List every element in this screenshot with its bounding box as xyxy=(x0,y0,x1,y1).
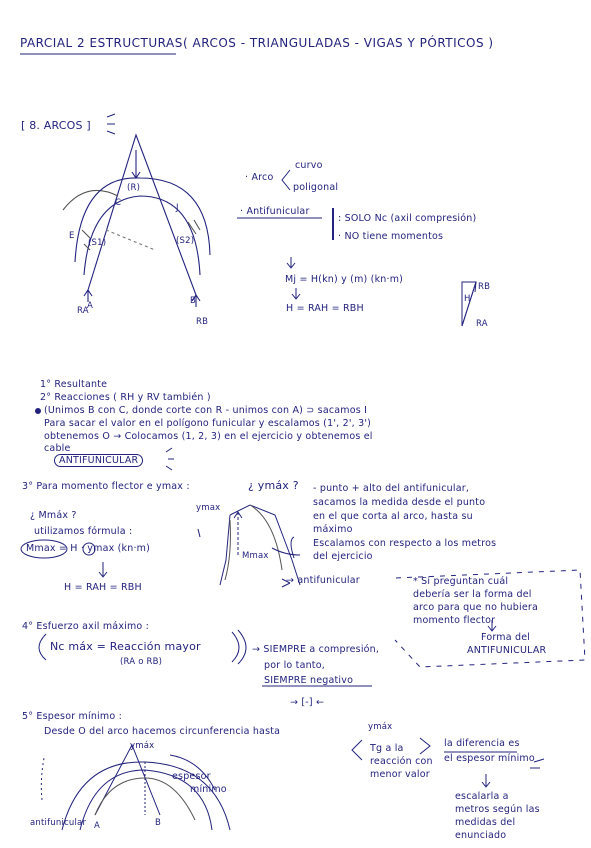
escalarla-line-1: escalarla a xyxy=(455,791,509,802)
momento-expl-3: en el que corta al arco, hasta su xyxy=(313,511,473,522)
note-line-5: Forma del xyxy=(481,632,531,643)
escalarla-line-4: enunciado xyxy=(455,830,507,841)
tri-label-rb: RB xyxy=(478,282,491,292)
diag-espesor: espesor xyxy=(172,771,211,782)
antifunicular-dashes xyxy=(166,448,174,470)
mmax-question: ¿ Mmáx ? xyxy=(30,510,77,521)
ymax-marker xyxy=(198,529,200,537)
note-line-3: arco para que no hubiera xyxy=(413,602,539,613)
espesor-ymax-top: ymáx xyxy=(368,722,393,732)
antifunicular-prop-2: · NO tiene momentos xyxy=(338,231,444,242)
label-ra: RA xyxy=(77,306,89,316)
espesor-desc: Desde O del arco hacemos circunferencia hasta xyxy=(44,726,281,737)
arco-label: · Arco xyxy=(245,172,274,183)
arch-diagram xyxy=(63,135,210,307)
page-subtitle: ( ARCOS - TRIANGULADAS - VIGAS Y PÓRTICOS ) xyxy=(183,36,494,50)
h-equation: H = RAH = RBH xyxy=(64,582,142,593)
momento-expl-6: del ejercicio xyxy=(313,551,373,562)
arco-type-curvo: curvo xyxy=(295,160,323,171)
momento-expl-1: - punto + alto del antifunicular, xyxy=(313,483,470,494)
formula-moment: Mj = H(kn) y (m) (kn·m) xyxy=(285,274,404,285)
momento-expl-5: Escalamos con respecto a los metros xyxy=(313,538,497,549)
diag-a: A xyxy=(94,821,101,831)
esfuerzo-title: 4° Esfuerzo axil máximo : xyxy=(22,621,150,632)
section-heading-arcos: [ 8. ARCOS ] xyxy=(21,119,91,132)
diferencia-line-2: el espesor mínimo xyxy=(444,753,535,764)
escalarla-line-3: medidas del xyxy=(455,817,516,828)
note-line-4: momento flector xyxy=(413,615,496,626)
down-arrow-3 xyxy=(99,562,107,577)
page-title: PARCIAL 2 ESTRUCTURAS xyxy=(20,36,183,50)
label-e: E xyxy=(69,231,75,241)
formula-h: H = RAH = RBH xyxy=(286,303,364,314)
diag-ymax: ymáx xyxy=(130,741,155,751)
espesor-title: 5° Espesor mínimo : xyxy=(22,711,122,722)
tg-line-3: menor valor xyxy=(370,769,430,780)
ymax-label: ymax xyxy=(196,503,221,513)
axil-formula-sub: (RA o RB) xyxy=(120,657,163,667)
momento-expl-4: máximo xyxy=(313,524,353,535)
force-triangle xyxy=(462,282,476,326)
label-load: (R) xyxy=(127,183,141,193)
step-1: 1° Resultante xyxy=(40,379,108,390)
momento-expl-2: sacamos la medida desde el punto xyxy=(313,497,486,508)
label-b: B xyxy=(190,296,197,306)
note-line-2: debería ser la forma del xyxy=(413,589,532,600)
step-2: 2° Reacciones ( RH y RV también ) xyxy=(40,392,211,403)
down-arrow-1 xyxy=(287,257,295,268)
step-3: (Unimos B con C, donde corte con R - unimos con A) ⊃ sacamos I xyxy=(44,405,368,416)
step-4: Para sacar el valor en el polígono funicular y escalamos (1', 2', 3') xyxy=(44,418,372,429)
diag-b: B xyxy=(155,818,162,828)
bullet-dot xyxy=(35,408,41,414)
label-s2: (S2) xyxy=(176,236,195,246)
tg-bracket-right xyxy=(420,738,430,754)
antifunicular-label: · Antifunicular xyxy=(240,206,310,217)
tri-label-ra: RA xyxy=(476,319,488,329)
axil-result-3: SIEMPRE negativo xyxy=(264,675,354,686)
tg-line-2: reacción con xyxy=(370,756,433,767)
usamos-formula: utilizamos fórmula : xyxy=(34,526,133,537)
antifunicular-box: ANTIFUNICULAR xyxy=(54,454,143,467)
ymax-question: ¿ ymáx ? xyxy=(248,479,299,492)
momento-title: 3° Para momento flector e ymax : xyxy=(22,481,190,492)
down-arrow-2 xyxy=(292,288,300,299)
escalarla-line-2: metros según las xyxy=(455,804,540,815)
heading-dashes xyxy=(107,114,115,134)
axil-arrow: → [-] ← xyxy=(290,697,325,708)
arco-type-poligonal: poligonal xyxy=(293,182,339,193)
antifunicular-prop-1: : SOLO Nc (axil compresión) xyxy=(338,213,477,224)
label-j: J xyxy=(176,203,179,213)
axil-result-2: por lo tanto, xyxy=(264,660,325,671)
diferencia-line-1: la diferencia es xyxy=(444,738,520,749)
tg-line-1: Tg a la xyxy=(370,743,404,754)
diag-minimo: mínimo xyxy=(190,784,227,795)
arco-bracket xyxy=(282,170,290,190)
label-a: A xyxy=(87,301,94,311)
down-arrow-4 xyxy=(482,774,490,787)
mmax-formula: Mmax = H · ymax (kn·m) xyxy=(26,543,151,554)
step-6: cable xyxy=(44,443,71,454)
note-line-6: ANTIFUNICULAR xyxy=(467,645,547,656)
antifunicular-arrow-label: → antifunicular xyxy=(286,575,360,586)
diag-antifunicular: antifunicular xyxy=(30,818,87,828)
label-s1: (S1) xyxy=(88,238,107,248)
label-rb: RB xyxy=(196,317,209,327)
axil-result-1: → SIEMPRE a compresión, xyxy=(252,644,380,655)
label-c: C xyxy=(115,198,122,208)
tri-label-h: H xyxy=(464,294,471,304)
tg-bracket-left xyxy=(352,740,362,760)
axil-formula: Nc máx = Reacción mayor xyxy=(50,640,201,653)
step-5: obtenemos O → Colocamos (1, 2, 3) en el ejercicio y obtenemos el xyxy=(44,431,373,442)
mmax-label: Mmax xyxy=(242,551,269,561)
note-line-1: * Si preguntan cuál xyxy=(413,576,509,587)
